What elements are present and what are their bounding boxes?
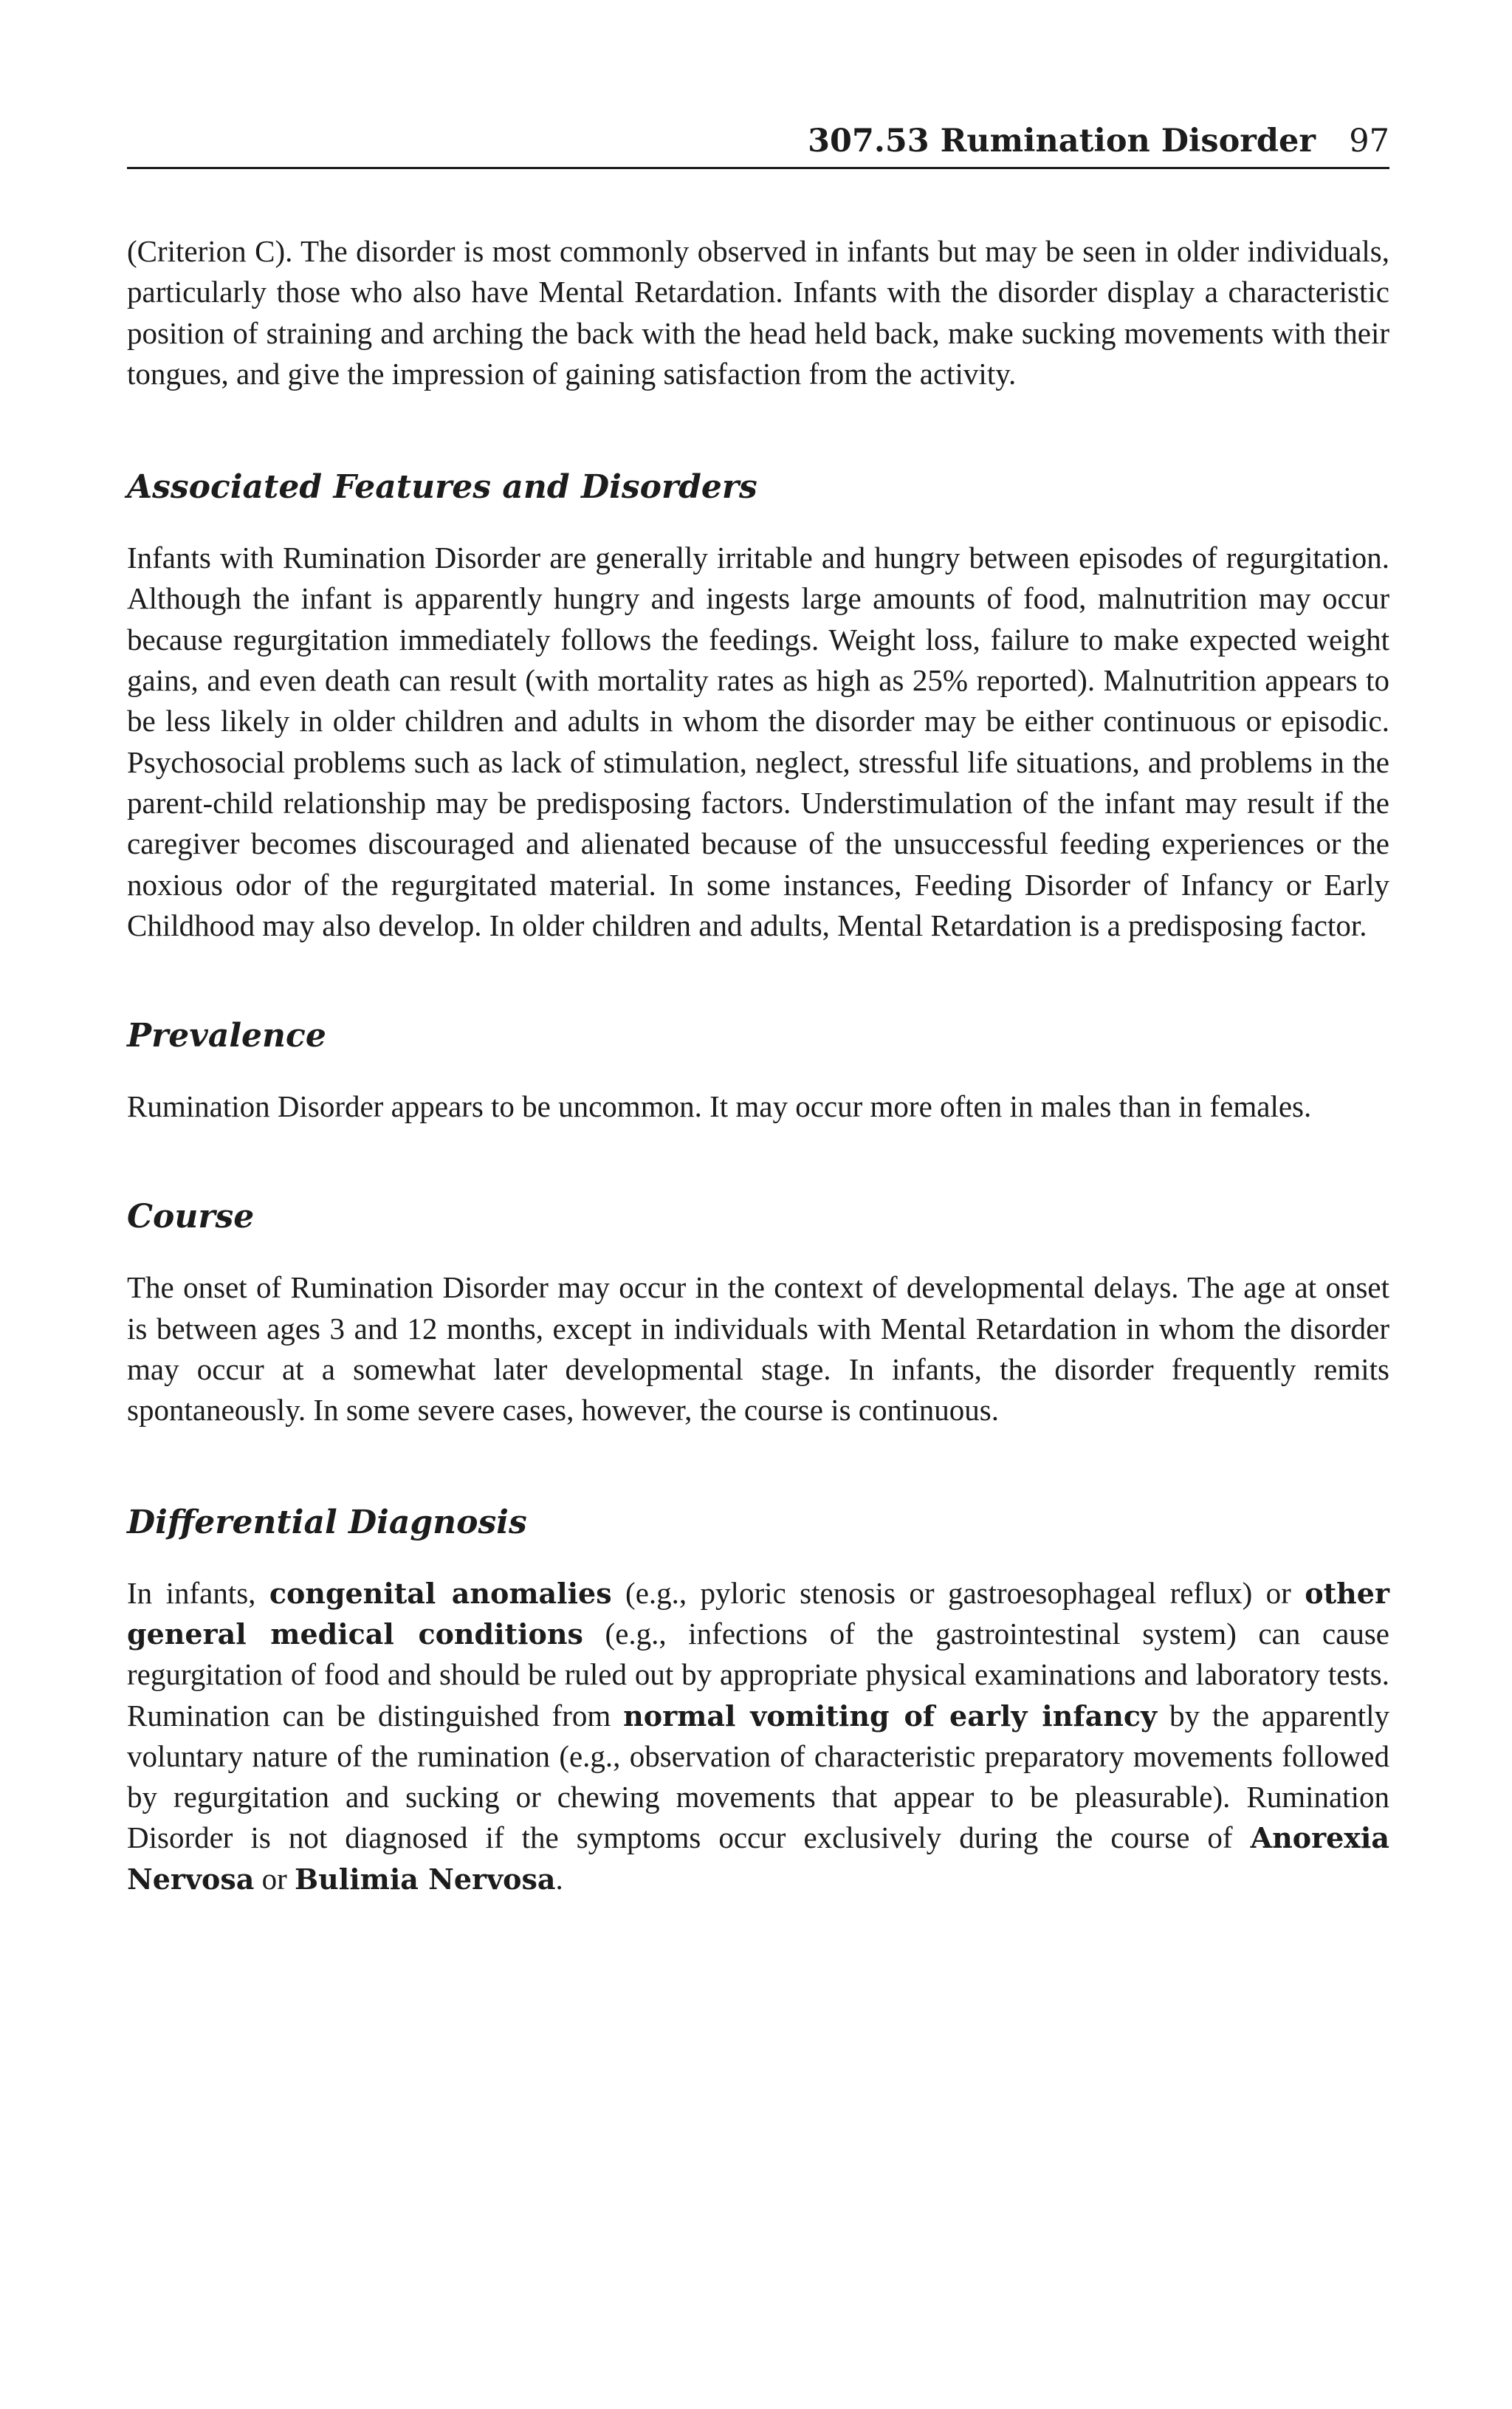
diff-text-segment: by the apparently voluntary nature of the rumination (e.g., observation of characteristic preparatory movements followed by regurgitation and sucking or chewing movements that appear to be pleasurable). Rumination Disorder is not diagnosed if the symptoms occur exclusively during the course of — [127, 1698, 1389, 1855]
prevalence-paragraph: Rumination Disorder appears to be uncommon. It may occur more often in males than in females. — [127, 1089, 1312, 1124]
diff-term-normal-vomiting: normal vomiting of early infancy — [623, 1699, 1158, 1733]
diff-text-segment: . — [555, 1861, 563, 1896]
diff-term-other-general-medical-conditions: other general medical conditions — [127, 1576, 1389, 1651]
page-number: 97 — [1349, 123, 1389, 160]
diff-text-segment: (e.g., pyloric stenosis or gastroesophageal reflux) or — [611, 1575, 1305, 1610]
diff-term-anorexia-nervosa: Anorexia Nervosa — [127, 1821, 1389, 1896]
intro-paragraph: (Criterion C). The disorder is most commonly observed in infants but may be seen in older individuals, particularly those who also have Mental Retardation. Infants with the disorder display a characteristic position of straining and arching the back with the head held back, make sucking movements with their tongues, and give the impression of gaining satisfaction from the activity. — [127, 234, 1389, 391]
associated-features-paragraph: Infants with Rumination Disorder are generally irritable and hungry between episodes of regurgitation. Although the infant is apparently hungry and ingests large amounts of food, malnutrition may occur because regurgitation immediately follows the feedings. Weight loss, failure to make expected weight gains, and even death can result (with mortality rates as high as 25% reported). Malnutrition appears to be less likely in older children and adults in whom the disorder may be either continuous or episodic. Psychosocial problems such as lack of stimulation, neglect, stressful life situations, and problems in the parent-child relationship may be predisposing factors. Understimulation of the infant may result if the caregiver becomes discouraged and alienated because of the unsuccessful feeding experiences or the noxious odor of the regurgitated material. In some instances, Feeding Disorder of Infancy or Early Childhood may also develop. In older children and adults, Mental Retardation is a predisposing factor. — [127, 541, 1389, 942]
heading-course: Course — [127, 1198, 255, 1236]
differential-diagnosis-paragraph — [127, 1573, 1389, 1899]
diff-text-segment: or — [254, 1861, 295, 1896]
diff-term-bulimia-nervosa: Bulimia Nervosa — [295, 1862, 556, 1896]
heading-prevalence: Prevalence — [127, 1017, 326, 1055]
diff-text-segment: (e.g., infections of the gastrointestinal system) can cause regurgitation of food and should be ruled out by appropriate physical examinations and laboratory tests. Rumination can be distinguished from — [127, 1616, 1389, 1733]
course-paragraph: The onset of Rumination Disorder may occur in the context of developmental delays. The age at onset is between ages 3 and 12 months, except in individuals with Mental Retardation in whom the disorder may occur at a somewhat later developmental stage. In infants, the disorder frequently remits spontaneously. In some severe cases, however, the course is continuous. — [127, 1270, 1389, 1428]
running-head — [127, 111, 1389, 169]
document-page — [127, 111, 1389, 1899]
diff-term-congenital-anomalies: congenital anomalies — [269, 1576, 612, 1610]
heading-associated-features: Associated Features and Disorders — [127, 468, 757, 507]
diff-text-segment: In infants, — [127, 1575, 269, 1610]
running-head-title: 307.53 Rumination Disorder — [808, 123, 1316, 160]
heading-differential-diagnosis: Differential Diagnosis — [127, 1503, 527, 1541]
